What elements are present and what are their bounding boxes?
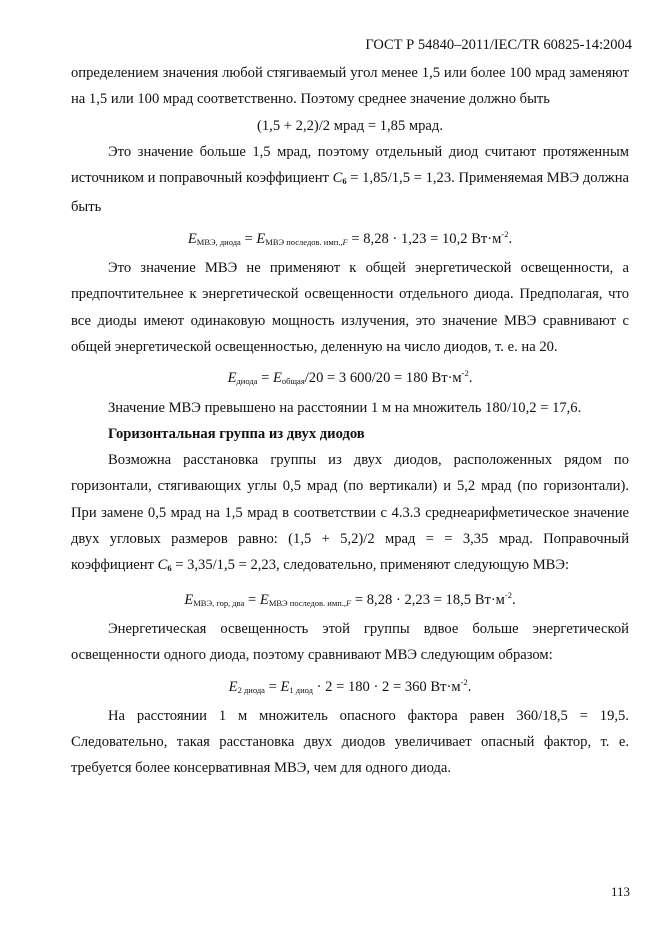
formula-4: $E_{МВЭ, гор, два} = E_{МВЭ последов. имп.,F} = 8,28 \cdot 2,23 = 18,5$ $Вт\cdot м^{-2}$.	[184, 589, 516, 608]
paragraph-6: Энергетическая освещенность этой группы вдвое больше энергетической освещенности одного диода, поэтому сравнивают МВЭ следующим образом:	[71, 620, 629, 664]
page-number: 113	[610, 884, 630, 899]
formula-3: $E_{диода} = E_{общая}/20 = 3$ 600/20 = 180 $Вт\cdot м^{-2}$.	[227, 368, 473, 387]
paragraph-4: Значение МВЭ превышено на расстоянии 1 м на множитель 180/10,2 = 17,6.	[108, 399, 582, 416]
paragraph-5: Возможна расстановка группы из двух диодов, расположенных рядом по горизонтали, стягивающих углы 0,5 мрад (по вертикали) и 5,2 мрад (по горизонтали). При замене 0,5 мрад на 1,5 мрад в соответствии с 4.3.3 среднеарифметическое значение двух угловых размеров равно: (1,5 + 5,2)/2 мрад = = 3,35 мрад. Поправочный коэффициент $C_6 = 3,35/1,5 = 2,23$, следовательно, применяют следующую МВЭ:	[71, 452, 629, 574]
paragraph-3: Это значение МВЭ не применяют к общей энергетической освещенности, а предпочтительнее к энергетической освещенности отдельного диода. Предполагая, что все диоды имеют одинаковую мощность излучения, это значение МВЭ сравнивают с общей энергетической освещенностью, деленную на число диодов, т. е. на 20.	[71, 260, 629, 355]
paragraph-1: определением значения любой стягиваемый угол менее 1,5 или более 100 мрад заменяют на 1,5 или 100 мрад соответственно. Поэтому среднее значение должно быть	[71, 65, 629, 108]
paragraph-2: Это значение больше 1,5 мрад, поэтому отдельный диод считают протяженным источником и поправочный коэффициент $C_6 = 1,85/1,5 = 1,23$. Применяемая МВЭ должна быть	[71, 143, 630, 216]
formula-1: (1,5 + 2,2)/2 мрад = 1,85 мрад.	[257, 117, 443, 134]
formula-5: $E_{2 диода} = E_{1 диод} \cdot 2 = 180 \cdot 2 = 360$ $Вт\cdot м^{-2}$.	[228, 676, 472, 695]
body-text	[71, 60, 629, 782]
paragraph-7: На расстоянии 1 м множитель опасного фактора равен 360/18,5 = 19,5. Следовательно, такая расстановка двух диодов увеличивает опасный фактор, т. е. требуется более консервативная МВЭ, чем для одного диода.	[71, 707, 629, 777]
standard-header: ГОСТ Р 54840–2011/IEC/TR 60825-14:2004	[365, 37, 632, 53]
section-heading: Горизонтальная группа из двух диодов	[108, 425, 365, 442]
formula-2: $E_{МВЭ, диода} = E_{МВЭ последов. имп.,F} = 8,28 \cdot 1,23 = 10,2$ $Вт\cdot м^{-2}$.	[187, 228, 513, 247]
